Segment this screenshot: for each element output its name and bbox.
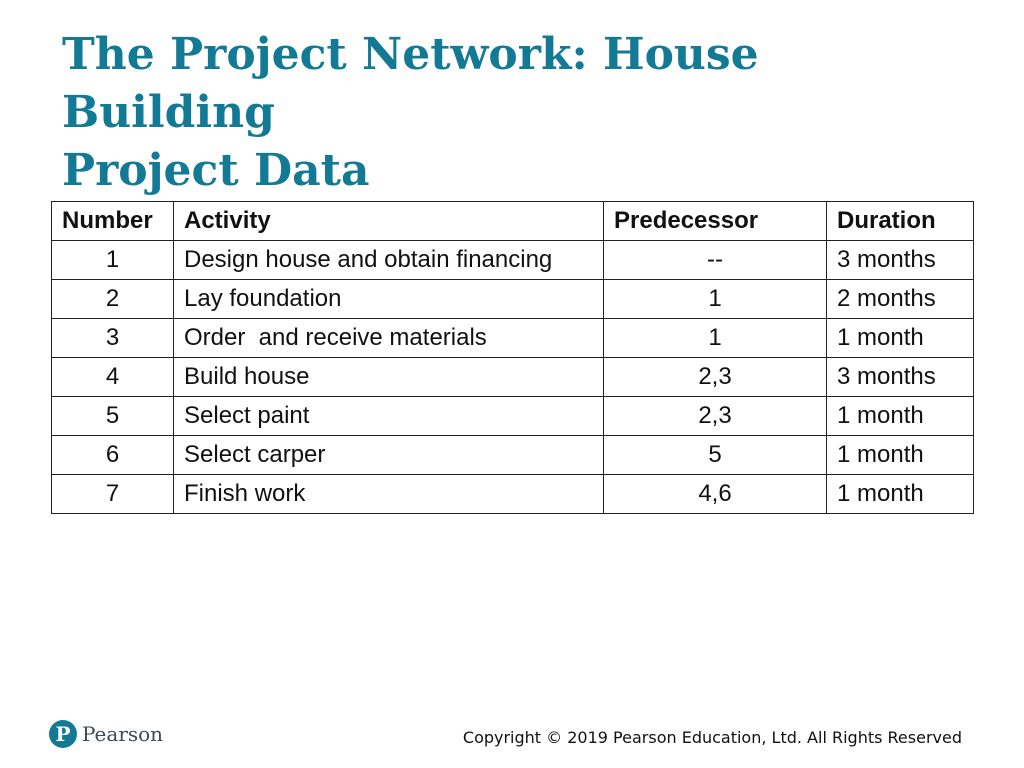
cell-duration: 3 months <box>827 241 974 280</box>
pearson-logo <box>49 720 163 748</box>
cell-number: 2 <box>52 280 174 319</box>
table-header-row <box>52 202 974 241</box>
cell-number: 4 <box>52 358 174 397</box>
cell-predecessor: 4,6 <box>604 475 827 514</box>
table-row <box>52 319 974 358</box>
header-number: Number <box>52 202 174 241</box>
cell-activity: Build house <box>174 358 604 397</box>
cell-predecessor: 2,3 <box>604 358 827 397</box>
cell-activity: Design house and obtain financing <box>174 241 604 280</box>
cell-activity: Select carper <box>174 436 604 475</box>
cell-duration: 3 months <box>827 358 974 397</box>
cell-duration: 1 month <box>827 319 974 358</box>
cell-activity: Lay foundation <box>174 280 604 319</box>
cell-predecessor: 1 <box>604 319 827 358</box>
header-activity: Activity <box>174 202 604 241</box>
cell-activity: Select paint <box>174 397 604 436</box>
cell-number: 3 <box>52 319 174 358</box>
pearson-logo-text: Pearson <box>82 722 164 746</box>
cell-duration: 2 months <box>827 280 974 319</box>
copyright-notice: Copyright © 2019 Pearson Education, Ltd. All Rights Reserved <box>462 728 962 747</box>
cell-duration: 1 month <box>827 475 974 514</box>
header-predecessor: Predecessor <box>604 202 827 241</box>
table-row <box>52 397 974 436</box>
cell-number: 6 <box>52 436 174 475</box>
cell-number: 7 <box>52 475 174 514</box>
cell-number: 5 <box>52 397 174 436</box>
cell-number: 1 <box>52 241 174 280</box>
slide-title-line-2: Project Data <box>62 145 370 196</box>
cell-duration: 1 month <box>827 436 974 475</box>
table-row <box>52 358 974 397</box>
cell-predecessor: 1 <box>604 280 827 319</box>
slide-title <box>62 26 962 200</box>
header-duration: Duration <box>827 202 974 241</box>
cell-predecessor: 5 <box>604 436 827 475</box>
cell-predecessor: 2,3 <box>604 397 827 436</box>
table-row <box>52 436 974 475</box>
cell-activity: Order and receive materials <box>174 319 604 358</box>
pearson-logo-icon: P <box>49 720 77 748</box>
table-row <box>52 280 974 319</box>
project-data-table <box>51 201 974 514</box>
cell-predecessor: -- <box>604 241 827 280</box>
cell-activity: Finish work <box>174 475 604 514</box>
cell-duration: 1 month <box>827 397 974 436</box>
table-row <box>52 241 974 280</box>
table-row <box>52 475 974 514</box>
slide-title-line-1: The Project Network: House Building <box>62 29 759 138</box>
